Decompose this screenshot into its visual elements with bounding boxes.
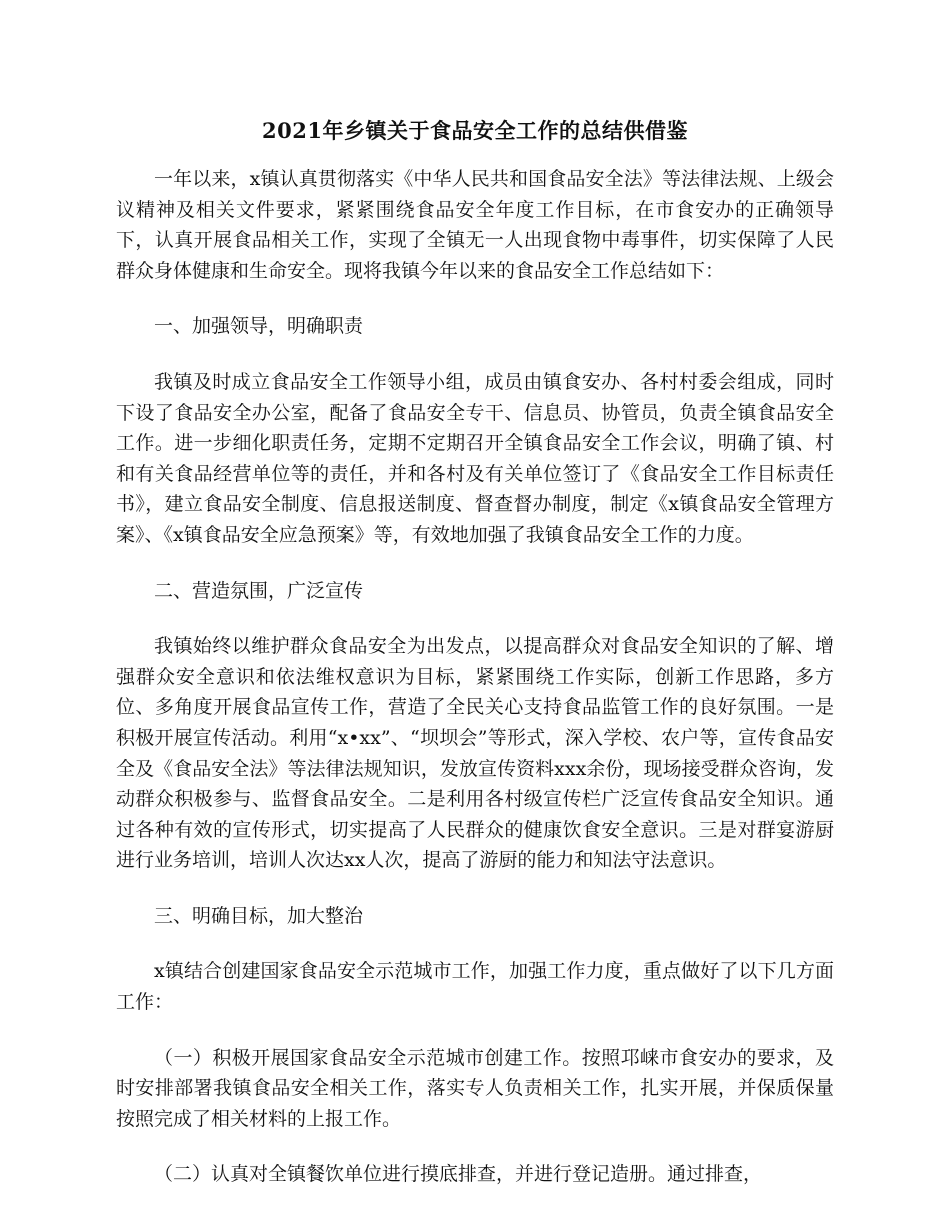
paragraph-item-1: （一）积极开展国家食品安全示范城市创建工作。按照邛崃市食安办的要求，及时安排部署我镇食品安全相关工作，落实专人负责相关工作，扎实开展，并保质保量按照完成了相关材料的上报工作。 <box>116 1046 834 1130</box>
document-body <box>116 164 834 1215</box>
section-heading-3: 三、明确目标，加大整治 <box>154 904 364 927</box>
section-heading-1: 一、加强领导，明确职责 <box>154 315 364 338</box>
paragraph-section-3: x镇结合创建国家食品安全示范城市工作，加强工作力度，重点做好了以下几方面工作： <box>116 960 834 1014</box>
paragraph-intro: 一年以来，x镇认真贯彻落实《中华人民共和国食品安全法》等法律法规、上级会议精神及相关文件要求，紧紧围绕食品安全年度工作目标，在市食安办的正确领导下，认真开展食品相关工作，实现了全镇无一人出现食物中毒事件，切实保障了人民群众身体健康和生命安全。现将我镇今年以来的食品安全工作总结如下： <box>116 168 834 282</box>
document-title: 2021年乡镇关于食品安全工作的总结供借鉴 <box>262 118 688 143</box>
paragraph-item-2: （二）认真对全镇餐饮单位进行摸底排查，并进行登记造册。通过排查， <box>154 1163 763 1186</box>
paragraph-section-1: 我镇及时成立食品安全工作领导小组，成员由镇食安办、各村村委会组成，同时下设了食品安全办公室，配备了食品安全专干、信息员、协管员，负责全镇食品安全工作。进一步细化职责任务，定期不定期召开全镇食品安全工作会议，明确了镇、村和有关食品经营单位等的责任，并和各村及有关单位签订了《食品安全工作目标责任书》，建立食品安全制度、信息报送制度、督查督办制度，制定《x镇食品安全管理方案》、《x镇食品安全应急预案》等，有效地加强了我镇食品安全工作的力度。 <box>116 370 834 546</box>
section-heading-2: 二、营造氛围，广泛宣传 <box>154 579 364 602</box>
paragraph-section-2: 我镇始终以维护群众食品安全为出发点，以提高群众对食品安全知识的了解、增强群众安全意识和依法维权意识为目标，紧紧围绕工作实际，创新工作思路，多方位、多角度开展食品宣传工作，营造了全民关心支持食品监管工作的良好氛围。一是积极开展宣传活动。利用“x•xx”、“坝坝会”等形式，深入学校、农户等，宣传食品安全及《食品安全法》等法律法规知识，发放宣传资料xxx余份，现场接受群众咨询，发动群众积极参与、监督食品安全。二是利用各村级宣传栏广泛宣传食品安全知识。通过各种有效的宣传形式，切实提高了人民群众的健康饮食安全意识。三是对群宴游厨进行业务培训，培训人次达xx人次，提高了游厨的能力和知法守法意识。 <box>116 635 834 872</box>
